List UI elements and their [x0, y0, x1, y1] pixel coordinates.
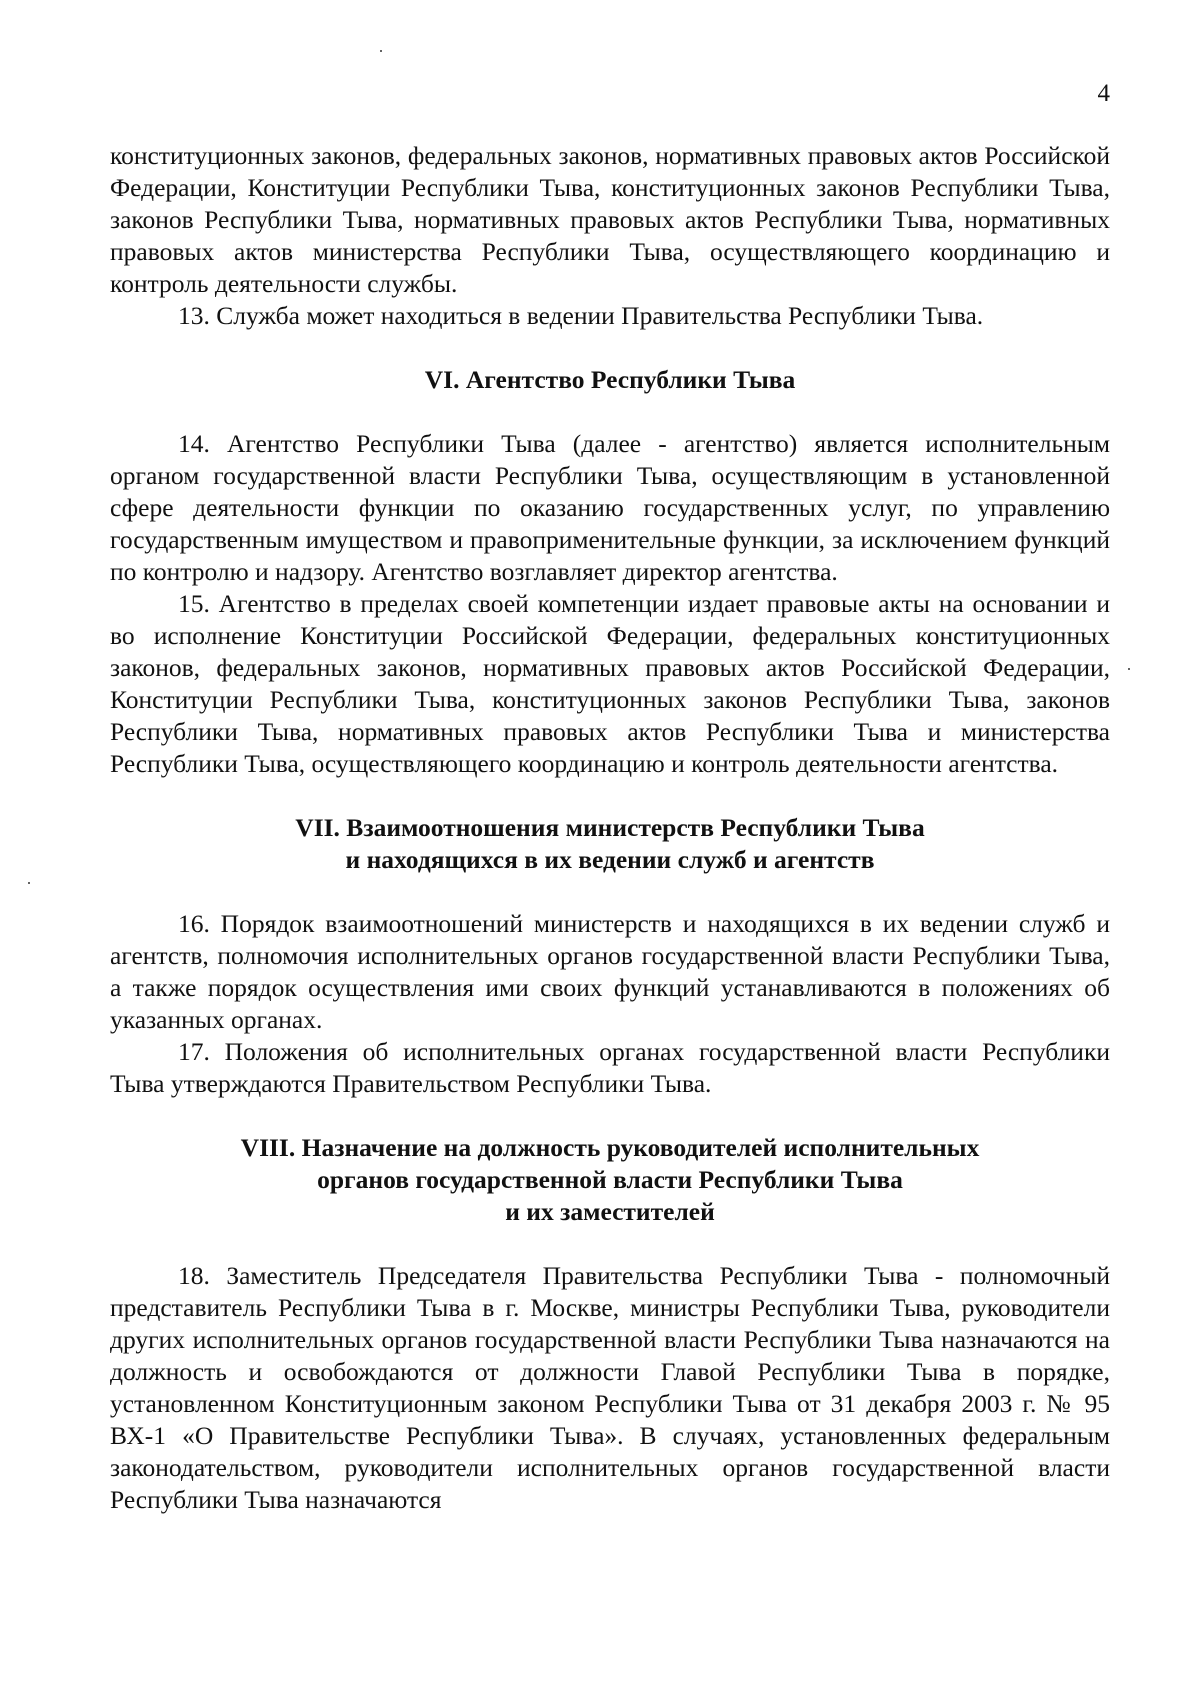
section-heading-vi: [110, 364, 1110, 396]
section-heading-viii: [110, 1132, 1110, 1228]
scan-speck: [28, 882, 30, 884]
section-heading-vii: [110, 812, 1110, 876]
paragraph-13: 13. Служба может находиться в ведении Правительства Республики Тыва.: [178, 301, 984, 330]
paragraph-18: 18. Заместитель Председателя Правительства Республики Тыва - полномочный представитель Республики Тыва в г. Москве, министры Республики Тыва, руководители других исполнительных органов государственной власти Республики Тыва назначаются на должность и освобождаются от должности Главой Республики Тыва в порядке, установленном Конституционным законом Республики Тыва от 31 декабря 2003 г. № 95 ВХ-1 «О Правительстве Республики Тыва». В случаях, установленных федеральным законодательством, руководители исполнительных органов государственной власти Республики Тыва назначаются: [110, 1261, 1110, 1514]
paragraph-16: 16. Порядок взаимоотношений министерств и находящихся в их ведении служб и агентств, полномочия исполнительных органов государственной власти Республики Тыва, а также порядок осуществления ими своих функций устанавливаются в положениях об указанных органах.: [110, 909, 1110, 1034]
heading-line: VI. Агентство Республики Тыва: [424, 365, 796, 394]
heading-line: и находящихся в их ведении служб и агентств: [345, 845, 875, 874]
paragraph-17: 17. Положения об исполнительных органах государственной власти Республики Тыва утверждаются Правительством Республики Тыва.: [110, 1037, 1110, 1098]
scan-speck: [1128, 668, 1130, 670]
scan-speck: [380, 50, 382, 52]
paragraph-15: 15. Агентство в пределах своей компетенции издает правовые акты на основании и во исполнение Конституции Российской Федерации, федеральных конституционных законов, федеральных законов, нормативных правовых актов Российской Федерации, Конституции Республики Тыва, конституционных законов Республики Тыва, законов Республики Тыва, нормативных правовых актов Республики Тыва и министерства Республики Тыва, осуществляющего координацию и контроль деятельности агентства.: [110, 589, 1110, 778]
paragraph-continuation: конституционных законов, федеральных законов, нормативных правовых актов Российской Федерации, Конституции Республики Тыва, конституционных законов Республики Тыва, законов Республики Тыва, нормативных правовых актов Республики Тыва, нормативных правовых актов министерства Республики Тыва, осуществляющего координацию и контроль деятельности службы.: [110, 141, 1110, 298]
heading-line: VIII. Назначение на должность руководителей исполнительных: [240, 1133, 980, 1162]
page-number: 4: [1097, 80, 1110, 107]
paragraph-14: 14. Агентство Республики Тыва (далее - агентство) является исполнительным органом государственной власти Республики Тыва, осуществляющим в установленной сфере деятельности функции по оказанию государственных услуг, по управлению государственным имуществом и правоприменительные функции, за исключением функций по контролю и надзору. Агентство возглавляет директор агентства.: [110, 429, 1110, 586]
heading-line: VII. Взаимоотношения министерств Республики Тыва: [295, 813, 925, 842]
document-body: [110, 140, 1110, 1516]
heading-line: органов государственной власти Республики Тыва: [317, 1165, 903, 1194]
heading-line: и их заместителей: [505, 1197, 715, 1226]
